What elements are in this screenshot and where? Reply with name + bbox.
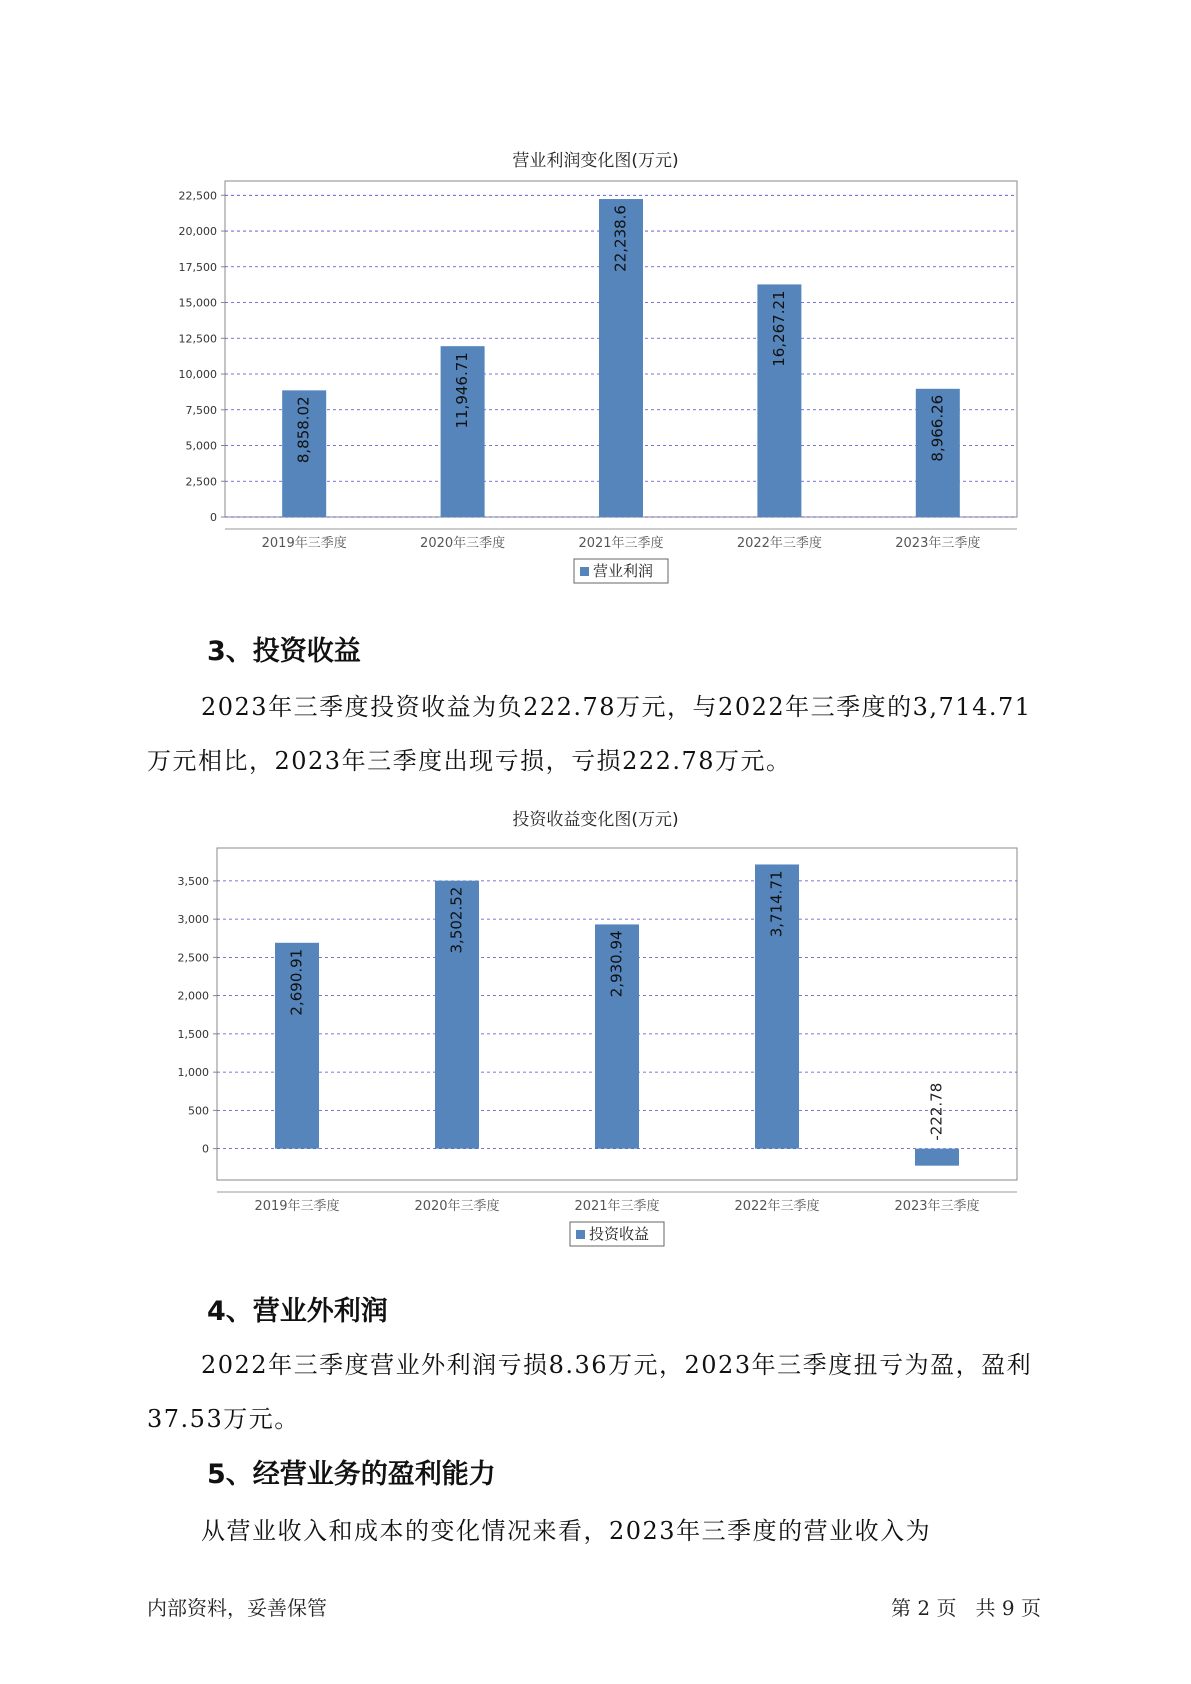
y-tick-label: 20,000 — [178, 225, 217, 239]
paragraph-non-operating: 2022年三季度营业外利润亏损8.36万元，2023年三季度扭亏为盈，盈利37.53万元。 — [147, 1351, 1033, 1433]
y-tick-label: 1,000 — [177, 1066, 209, 1080]
y-tick-label: 3,000 — [177, 913, 209, 927]
data-label: 2,930.94 — [607, 930, 626, 998]
y-tick-label: 0 — [202, 1142, 209, 1156]
y-tick-label: 3,500 — [177, 874, 209, 888]
legend-label: 投资收益 — [589, 1225, 650, 1243]
section-heading-non-operating: 4、营业外利润 — [207, 1296, 388, 1327]
section-heading-investment: 3、投资收益 — [207, 636, 361, 667]
x-tick-label: 2020年三季度 — [420, 536, 506, 551]
operating-profit-chart — [0, 170, 1191, 590]
footer-left: 内部资料，妥善保管 — [147, 1596, 327, 1620]
chart2-title: 投资收益变化图(万元) — [512, 810, 679, 830]
data-label: 8,966.26 — [928, 394, 947, 462]
data-label: 2,690.91 — [287, 948, 306, 1016]
y-tick-label: 2,500 — [177, 951, 209, 965]
section-heading-profitability: 5、经营业务的盈利能力 — [207, 1459, 496, 1490]
data-label: -222.78 — [927, 1082, 946, 1141]
legend-swatch — [580, 567, 589, 576]
y-tick-label: 2,000 — [177, 989, 209, 1003]
x-tick-label: 2023年三季度 — [895, 536, 981, 551]
y-tick-label: 17,500 — [178, 260, 217, 274]
x-tick-label: 2023年三季度 — [894, 1199, 980, 1214]
x-tick-label: 2021年三季度 — [578, 536, 664, 551]
chart1-title: 营业利润变化图(万元) — [512, 151, 679, 171]
x-tick-label: 2022年三季度 — [734, 1199, 820, 1214]
y-tick-label: 15,000 — [178, 296, 217, 310]
bar — [915, 1149, 959, 1166]
y-tick-label: 5,000 — [185, 439, 217, 453]
data-label: 11,946.71 — [453, 352, 472, 429]
footer-page-number: 第 2 页 共 9 页 — [891, 1596, 1041, 1620]
paragraph-profitability: 从营业收入和成本的变化情况来看，2023年三季度的营业收入为 — [201, 1517, 932, 1545]
y-tick-label: 0 — [210, 511, 217, 524]
legend-label: 营业利润 — [593, 562, 654, 580]
data-label: 3,502.52 — [447, 886, 466, 954]
y-tick-label: 12,500 — [178, 332, 217, 346]
legend-swatch — [576, 1230, 585, 1239]
x-tick-label: 2022年三季度 — [736, 536, 822, 551]
y-tick-label: 1,500 — [177, 1027, 209, 1041]
x-tick-label: 2021年三季度 — [574, 1199, 660, 1214]
y-tick-label: 22,500 — [178, 189, 217, 203]
data-label: 22,238.6 — [611, 205, 630, 272]
investment-income-chart — [0, 830, 1191, 1250]
y-tick-label: 7,500 — [185, 403, 217, 417]
x-tick-label: 2019年三季度 — [254, 1199, 340, 1214]
data-label: 16,267.21 — [769, 290, 788, 367]
paragraph-investment: 2023年三季度投资收益为负222.78万元，与2022年三季度的3,714.71万元相比，2023年三季度出现亏损，亏损222.78万元。 — [147, 693, 1032, 775]
y-tick-label: 10,000 — [178, 368, 217, 382]
data-label: 3,714.71 — [767, 870, 786, 938]
y-tick-label: 500 — [188, 1104, 209, 1118]
x-tick-label: 2020年三季度 — [414, 1199, 500, 1214]
x-tick-label: 2019年三季度 — [261, 536, 347, 551]
data-label: 8,858.02 — [294, 396, 313, 464]
y-tick-label: 2,500 — [185, 475, 217, 489]
